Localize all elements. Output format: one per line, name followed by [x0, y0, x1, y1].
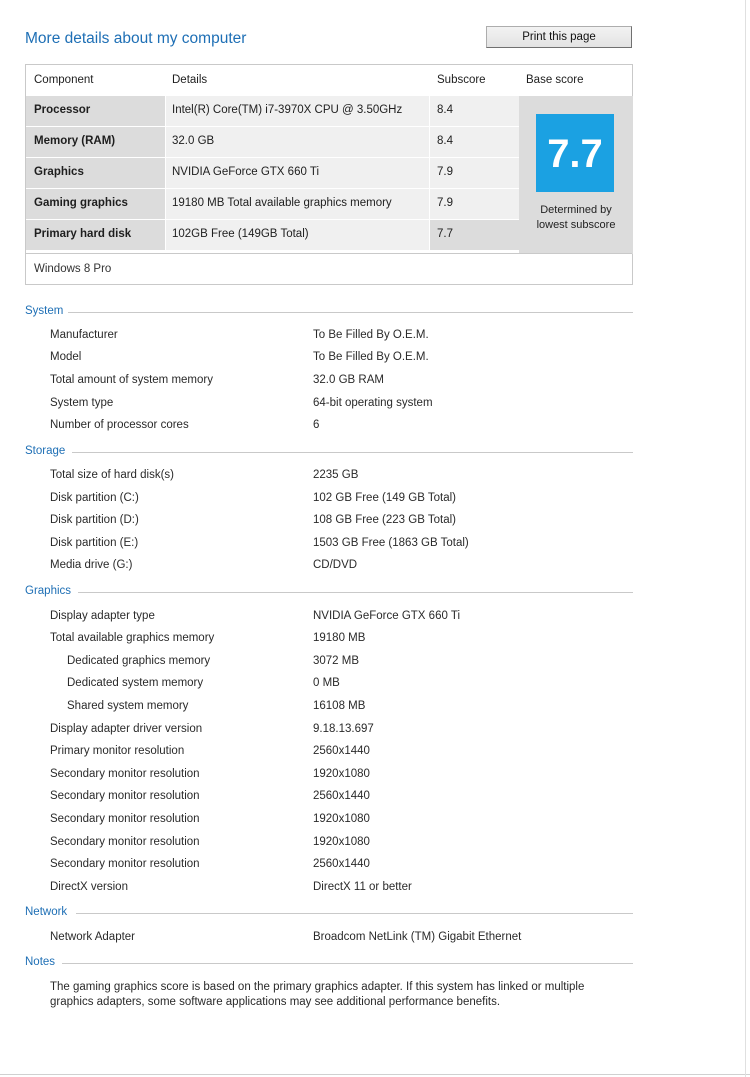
graphics-value: NVIDIA GeForce GTX 660 Ti	[313, 610, 460, 622]
graphics-value: 3072 MB	[313, 655, 360, 667]
right-divider	[745, 0, 746, 1077]
header-details: Details	[172, 74, 208, 86]
section-title-system: System	[25, 305, 64, 317]
section-title-notes: Notes	[25, 956, 56, 968]
header-component: Component	[34, 74, 94, 86]
section-rule	[72, 452, 633, 453]
graphics-label: Primary monitor resolution	[50, 745, 185, 757]
section-rule	[76, 913, 633, 914]
component-name: Processor	[34, 104, 91, 116]
component-detail: 102GB Free (149GB Total)	[172, 228, 309, 240]
component-detail: NVIDIA GeForce GTX 660 Ti	[172, 166, 319, 178]
graphics-value: 1920x1080	[313, 813, 370, 825]
component-name: Memory (RAM)	[34, 135, 116, 147]
score-row-memory	[26, 127, 519, 157]
storage-label: Disk partition (D:)	[50, 514, 139, 526]
score-table	[25, 64, 633, 285]
storage-value: 102 GB Free (149 GB Total)	[313, 492, 456, 504]
component-name: Primary hard disk	[34, 228, 132, 240]
graphics-label: Shared system memory	[67, 700, 189, 712]
graphics-label: Secondary monitor resolution	[50, 858, 200, 870]
network-value: Broadcom NetLink (TM) Gigabit Ethernet	[313, 931, 522, 943]
system-value: To Be Filled By O.E.M.	[313, 329, 429, 341]
header-subscore: Subscore	[437, 74, 486, 86]
graphics-value: 9.18.13.697	[313, 723, 374, 735]
component-detail: 19180 MB Total available graphics memory	[172, 197, 392, 209]
score-row-primary-hard-disk	[26, 220, 519, 250]
storage-value: 1503 GB Free (1863 GB Total)	[313, 537, 469, 549]
system-label: System type	[50, 397, 114, 409]
system-value: 6	[313, 419, 320, 431]
component-detail: 32.0 GB	[172, 135, 215, 147]
system-label: Total amount of system memory	[50, 374, 213, 386]
component-subscore: 7.9	[437, 197, 453, 209]
base-caption-line-1: Determined by	[540, 204, 612, 216]
score-row-graphics	[26, 158, 519, 188]
os-edition: Windows 8 Pro	[34, 263, 112, 275]
section-title-storage: Storage	[25, 445, 66, 457]
graphics-label: Dedicated system memory	[67, 677, 204, 689]
system-label: Manufacturer	[50, 329, 118, 341]
notes-line-1: The gaming graphics score is based on the primary graphics adapter. If this system has linked or multiple	[50, 981, 585, 993]
system-value: 32.0 GB RAM	[313, 374, 384, 386]
component-detail: Intel(R) Core(TM) i7-3970X CPU @ 3.50GHz	[172, 104, 403, 116]
component-subscore: 8.4	[437, 135, 453, 147]
graphics-value: 2560x1440	[313, 790, 370, 802]
section-title-network: Network	[25, 906, 68, 918]
component-subscore: 7.9	[437, 166, 453, 178]
system-label: Number of processor cores	[50, 419, 189, 431]
notes-text	[50, 980, 610, 1010]
section-rule	[62, 963, 633, 964]
storage-value: CD/DVD	[313, 559, 358, 571]
score-row-processor	[26, 96, 519, 126]
score-row-gaming-graphics	[26, 189, 519, 219]
storage-label: Disk partition (E:)	[50, 537, 139, 549]
storage-label: Total size of hard disk(s)	[50, 469, 174, 481]
graphics-value: 0 MB	[313, 677, 340, 689]
storage-value: 108 GB Free (223 GB Total)	[313, 514, 456, 526]
base-caption-line-2: lowest subscore	[536, 219, 616, 231]
section-title-graphics: Graphics	[25, 585, 72, 597]
notes-line-2: graphics adapters, some software applications may see additional performance benefits.	[50, 996, 501, 1008]
page-title: More details about my computer	[25, 30, 247, 47]
system-value: To Be Filled By O.E.M.	[313, 351, 429, 363]
score-divider	[26, 253, 632, 254]
network-label: Network Adapter	[50, 931, 136, 943]
section-rule	[68, 312, 633, 313]
component-name: Graphics	[34, 166, 84, 178]
component-name: Gaming graphics	[34, 197, 128, 209]
graphics-label: DirectX version	[50, 881, 128, 893]
section-rule	[78, 592, 633, 593]
system-value: 64-bit operating system	[313, 397, 433, 409]
graphics-label: Dedicated graphics memory	[67, 655, 211, 667]
system-label: Model	[50, 351, 82, 363]
header-base-score: Base score	[526, 74, 584, 86]
storage-label: Media drive (G:)	[50, 559, 133, 571]
graphics-value: DirectX 11 or better	[313, 881, 412, 893]
print-page-button[interactable]: Print this page	[486, 26, 632, 48]
graphics-value: 1920x1080	[313, 768, 370, 780]
component-subscore: 8.4	[437, 104, 453, 116]
component-subscore: 7.7	[437, 228, 453, 240]
storage-label: Disk partition (C:)	[50, 492, 139, 504]
base-score-tile: 7.7	[536, 114, 614, 192]
graphics-label: Secondary monitor resolution	[50, 836, 200, 848]
graphics-label: Secondary monitor resolution	[50, 790, 200, 802]
base-score-caption	[519, 203, 633, 233]
graphics-label: Display adapter driver version	[50, 723, 203, 735]
graphics-label: Display adapter type	[50, 610, 155, 622]
graphics-label: Secondary monitor resolution	[50, 813, 200, 825]
graphics-label: Secondary monitor resolution	[50, 768, 200, 780]
graphics-value: 2560x1440	[313, 745, 370, 757]
bottom-divider	[0, 1074, 750, 1075]
graphics-label: Total available graphics memory	[50, 632, 215, 644]
storage-value: 2235 GB	[313, 469, 359, 481]
base-score-panel	[519, 96, 633, 254]
graphics-value: 1920x1080	[313, 836, 370, 848]
graphics-value: 2560x1440	[313, 858, 370, 870]
graphics-value: 16108 MB	[313, 700, 366, 712]
score-table-header	[26, 65, 632, 96]
graphics-value: 19180 MB	[313, 632, 366, 644]
